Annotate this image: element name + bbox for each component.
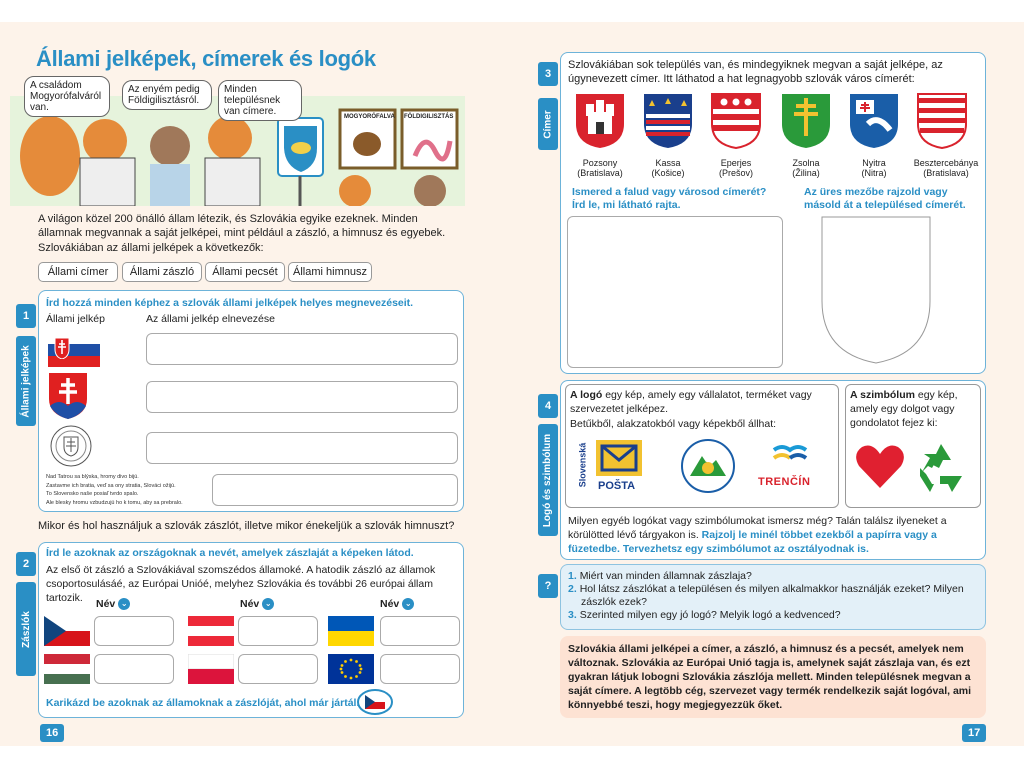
answer-field-coat[interactable] — [146, 381, 458, 413]
country-name-field-2[interactable] — [238, 616, 318, 646]
besztercebanya-crest-icon — [916, 92, 968, 150]
hungary-flag-image — [44, 654, 90, 684]
exercise-3-number: 3 — [538, 62, 558, 86]
country-name-field-3[interactable] — [380, 616, 460, 646]
slovak-coat-of-arms-image — [48, 372, 88, 420]
exercise-3-question-2: Az üres mezőbe rajzold vagy másold át a településed címerét. — [804, 186, 966, 211]
city-caption-6: Besztercebánya (Bratislava) — [913, 158, 979, 178]
nyitra-crest-icon — [848, 92, 900, 150]
slovak-seal-image — [46, 424, 96, 468]
crest-description-field[interactable] — [567, 216, 783, 368]
intro-text-2: Szlovákiában az állami jelképek a következők: — [38, 242, 264, 254]
city-caption-1: Pozsony (Bratislava) — [577, 158, 623, 178]
chip-state-seal: Állami pecsét — [205, 262, 285, 282]
exercise-1-number: 1 — [16, 304, 36, 328]
exercise-4-number: 4 — [538, 394, 558, 418]
pozsony-crest-icon — [574, 92, 626, 150]
chevron-down-icon: ⌄ — [118, 598, 130, 610]
logo-definition-2: Betűkből, alakzatokból vagy képekből állhat: — [570, 418, 777, 430]
chevron-down-icon: ⌄ — [402, 598, 414, 610]
symbol-definition: A szimbólum egy kép, amely egy dolgot vagy gondolatot fejez ki: — [850, 389, 958, 429]
name-label-col1: Név ⌄ — [96, 598, 130, 610]
trencin-logo: TRENČÍN — [756, 444, 826, 494]
exercise-3-text: Szlovákiában sok település van, és mindegyiknek megvan a saját jelképe, az úgynevezett címer. Itt láthatod a hat legnagyobb szlovák város címerét: — [568, 59, 943, 85]
eu-flag-image — [328, 654, 374, 684]
national-park-logo — [680, 438, 736, 494]
logo-definition: A logó egy kép, amely egy vállalatot, terméket vagy szervezetet jelképez. — [570, 389, 812, 415]
chip-state-anthem: Állami himnusz — [288, 262, 372, 282]
exercise-3-tab: Címer — [538, 98, 558, 150]
intro-text: A világon közel 200 önálló állam létezik, és Szlovákia egyike ezeknek. Minden államnak megvannak a saját jelképei, mint például a zászló, a himnusz és egyebek. — [38, 213, 446, 239]
city-caption-4: Zsolna (Žilina) — [792, 158, 820, 178]
circled-czech-flag-icon — [356, 688, 394, 716]
exercise-2-instruction: Írd le azoknak az országoknak a nevét, amelyek zászlaját a képeken látod. — [46, 547, 414, 559]
name-label-col2: Név ⌄ — [240, 598, 274, 610]
eperjes-crest-icon — [710, 92, 762, 150]
city-caption-3: Eperjes (Prešov) — [718, 158, 753, 178]
exercise-2-footer: Karikázd be azoknak az államoknak a zászlóját, ahol már jártál. — [46, 697, 360, 709]
speech-bubble-3: Minden településnek van címere. — [218, 80, 302, 121]
crest-drawing-field[interactable] — [820, 215, 932, 367]
speech-bubble-2: Az enyém pedig Földigilisztásról. — [122, 80, 212, 110]
name-label-col3: Név ⌄ — [380, 598, 414, 610]
page-title: Állami jelképek, címerek és logók — [36, 46, 376, 71]
sign-mogyorofalva: MOGYORÓFALVA — [344, 114, 395, 120]
answer-field-seal[interactable] — [146, 432, 458, 464]
slovenska-posta-logo: Slovenská POŠTA — [578, 440, 648, 496]
city-caption-5: Nyitra (Nitra) — [861, 158, 887, 178]
anthem-text: Nad Tatrou sa blýska, hromy divo bijú. Zastavme ich bratia, veď sa ony stratia, Slováci ožijú. To Slovensko naše posiaľ tvrdo spalo. Ale blesky hromu vzbudzujú ho k tomu, aby sa prebralo. — [46, 474, 183, 506]
answer-field-flag[interactable] — [146, 333, 458, 365]
sign-foldigiliszta: FÖLDIGILISZTÁS — [404, 114, 454, 120]
heart-icon — [854, 442, 906, 492]
austria-flag-image — [188, 616, 234, 646]
chevron-down-icon: ⌄ — [262, 598, 274, 610]
column-header-symbol: Állami jelkép — [46, 313, 105, 325]
question-text: Mikor és hol használjuk a szlovák zászlót, illetve mikor énekeljük a szlovák himnuszt? — [38, 520, 455, 532]
country-name-field-6[interactable] — [380, 654, 460, 684]
exercise-3-question-1: Ismered a falud vagy városod címerét? Írd le, mi látható rajta. — [572, 186, 767, 211]
ukraine-flag-image — [328, 616, 374, 646]
exercise-2-text: Az első öt zászló a Szlovákiával szomszédos államoké. A hatodik zászló az államok csoportosulásáé, az Európai Unióé, melyhez Szlovákia és további 26 európai állam tartozik. — [46, 564, 436, 604]
exercise-2-tab: Zászlók — [16, 582, 36, 676]
exercise-1-instruction: Írd hozzá minden képhez a szlovák állami jelképek helyes megnevezéseit. — [46, 297, 414, 309]
chip-state-flag: Állami zászló — [122, 262, 202, 282]
slovak-flag-image — [48, 333, 100, 367]
recycle-icon — [912, 440, 970, 494]
exercise-1-tab: Állami jelképek — [16, 336, 36, 426]
question-item: 3. Szerinted milyen egy jó logó? Melyik logó a kedvenced? — [568, 609, 841, 621]
answer-field-anthem[interactable] — [212, 474, 458, 506]
page-number-right: 17 — [962, 724, 986, 742]
questions-list — [568, 570, 978, 622]
question-item: 1. Miért van minden államnak zászlaja? — [568, 570, 752, 582]
chip-state-coat: Állami címer — [38, 262, 118, 282]
question-mark-badge: ? — [538, 574, 558, 598]
czech-flag-image — [44, 616, 90, 646]
summary-text: Szlovákia állami jelképei a címer, a zászló, a himnusz és a pecsét, amelyek nem változnak. Szlovákia az Európai Unió tagja is, amelynek saját zászlaja van, és ezt gyakran látjuk lobogni Szlovákia zászlója mellett. Minden településnek megvan a saját címere. A legtöbb cég, szervezet vagy termék rendelkezik saját logóval, ami könnyebbé teszi, hogy megjegyezzük őket. — [568, 643, 972, 711]
poland-flag-image — [188, 654, 234, 684]
kassa-crest-icon — [642, 92, 694, 150]
question-item: 2. Hol látsz zászlókat a településen és milyen alkalmakkor használják ezeket? Milyen zászlók ezek? — [568, 583, 964, 608]
exercise-4-tab: Logó és szimbólum — [538, 424, 558, 536]
zsolna-crest-icon — [780, 92, 832, 150]
exercise-4-bottom-text: Milyen egyéb logókat vagy szimbólumokat ismersz még? Talán találsz ilyeneket a körülötted lévő tárgyakon is. Rajzolj le minél többet ezekből a papírra vagy a füzetedbe. Tervezhetsz egy szimbólumot az osztályodnak is. — [568, 515, 947, 555]
exercise-2-number: 2 — [16, 552, 36, 576]
page-number-left: 16 — [40, 724, 64, 742]
column-header-name: Az állami jelkép elnevezése — [146, 313, 275, 325]
city-caption-2: Kassa (Košice) — [651, 158, 685, 178]
country-name-field-5[interactable] — [238, 654, 318, 684]
country-name-field-1[interactable] — [94, 616, 174, 646]
speech-bubble-1: A családom Mogyorófalváról van. — [24, 76, 110, 117]
country-name-field-4[interactable] — [94, 654, 174, 684]
